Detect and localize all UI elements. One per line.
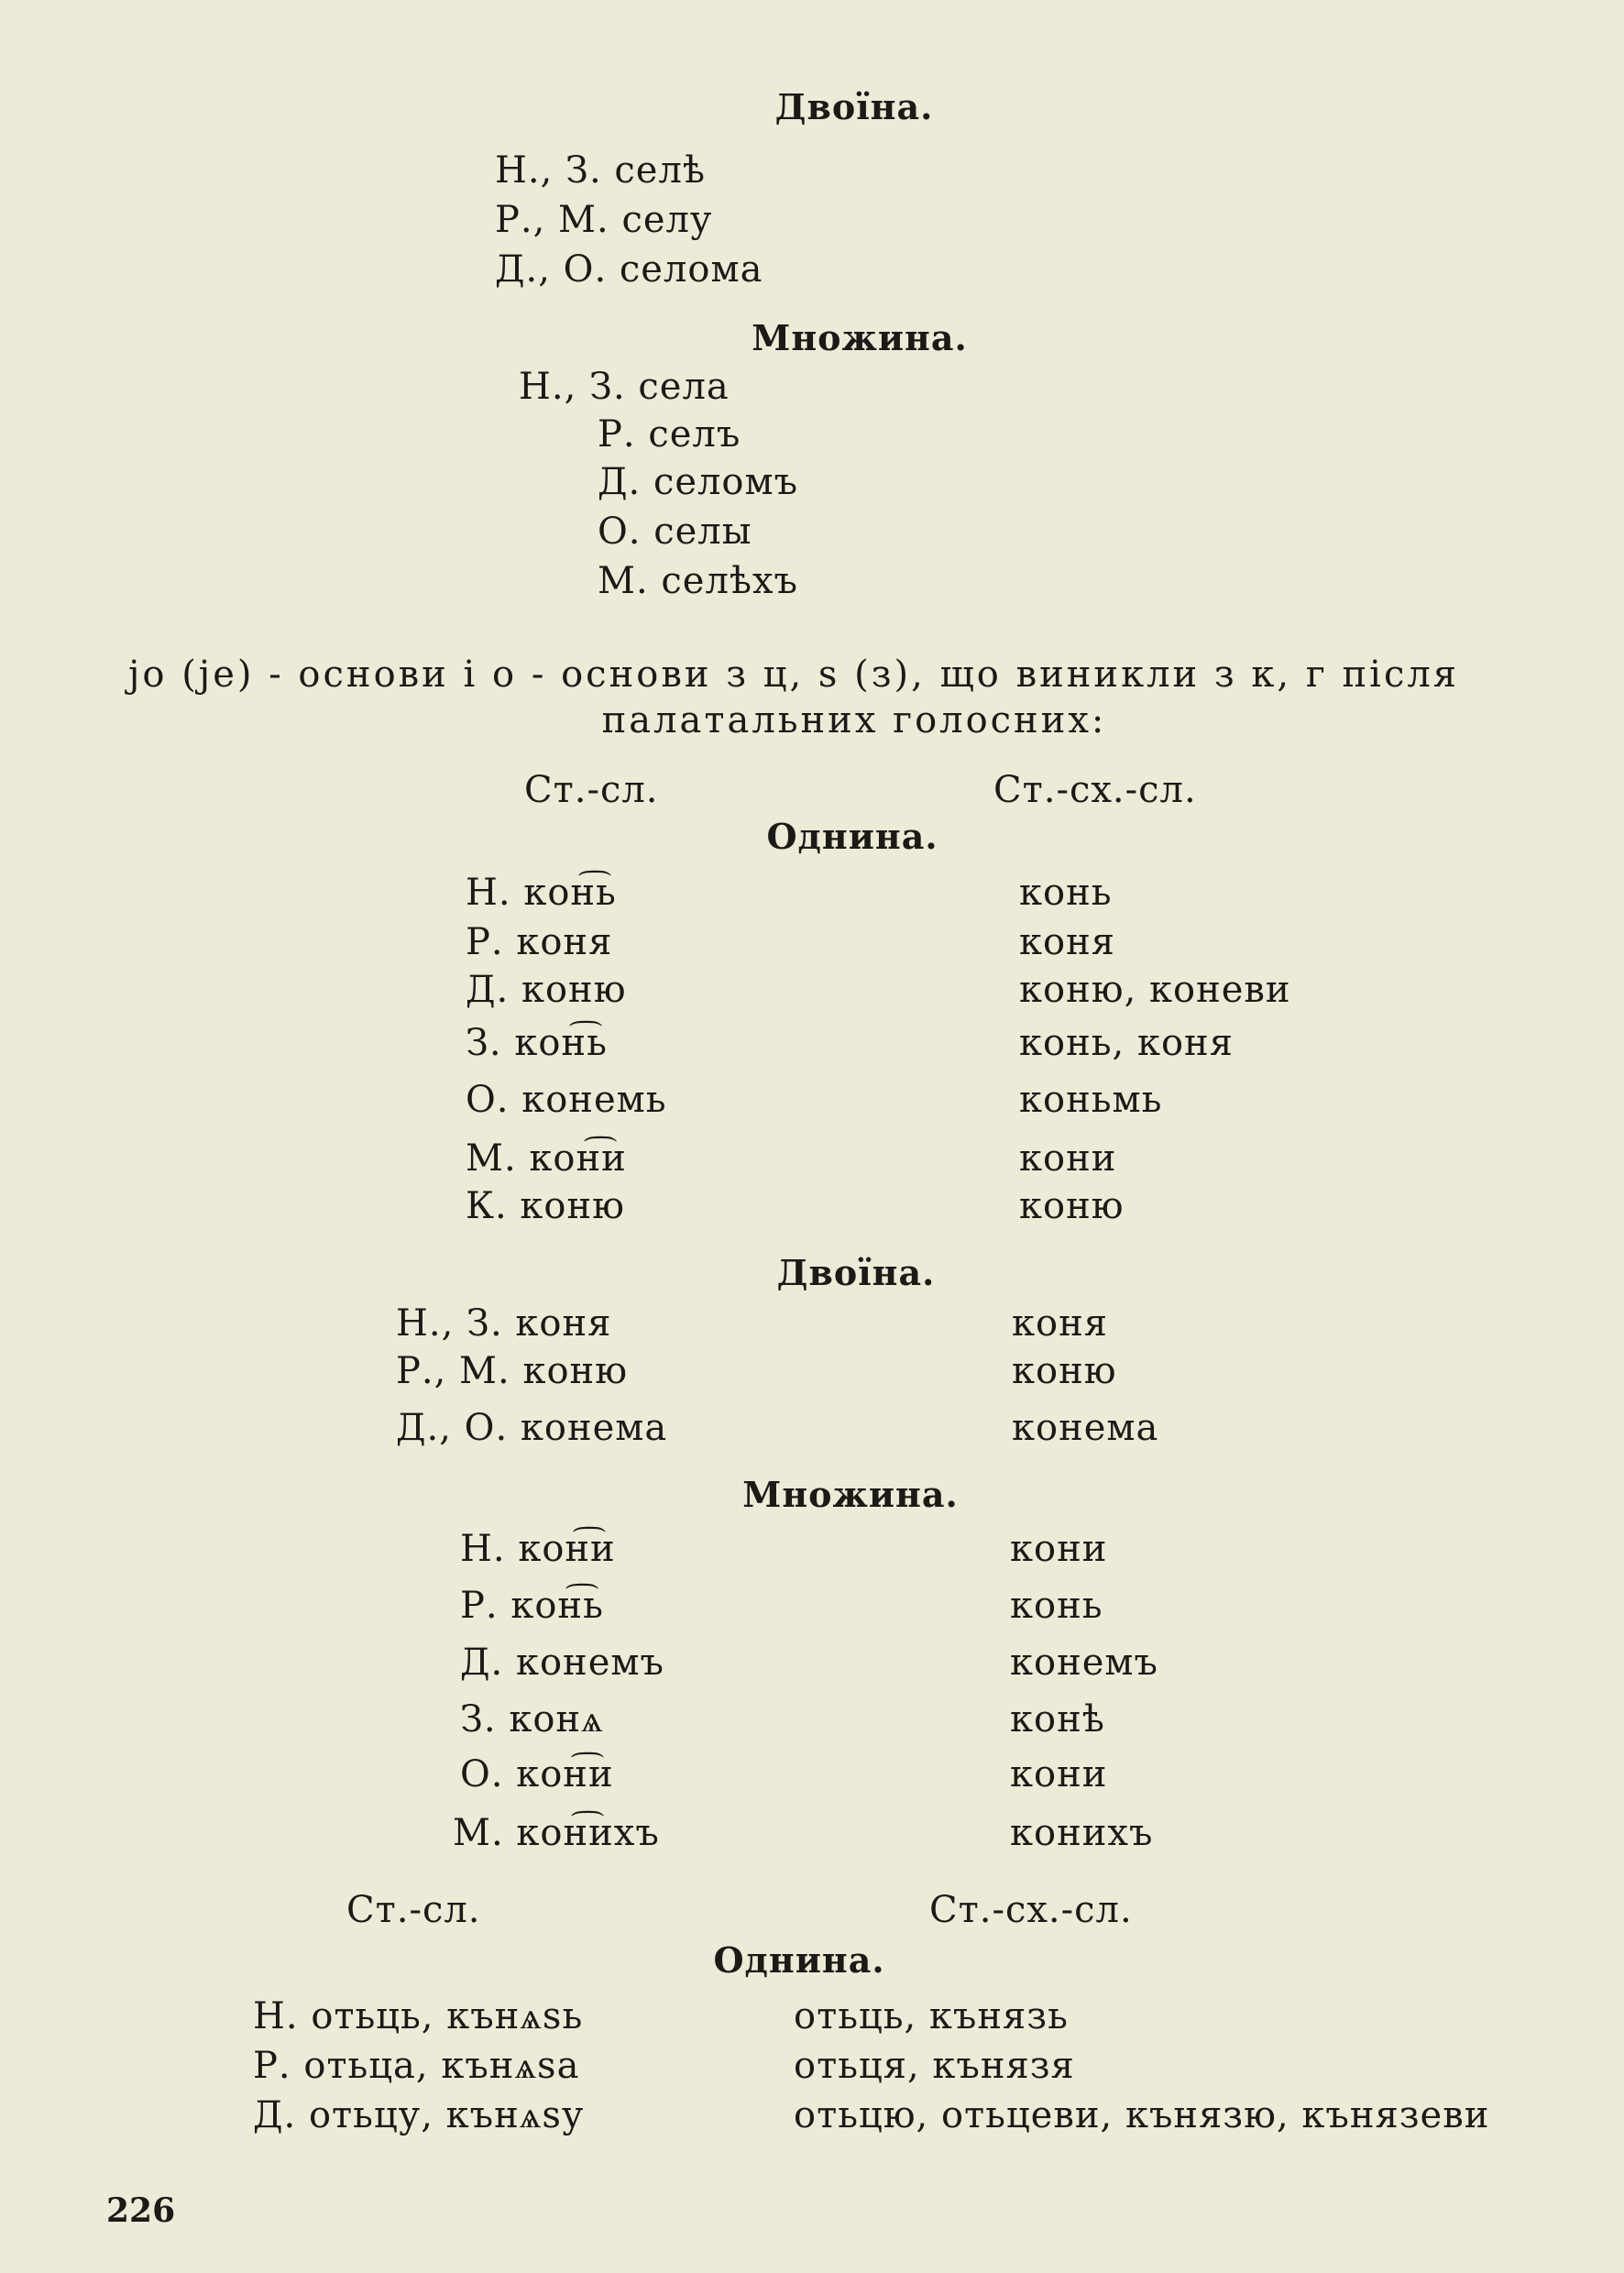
plural-row-2: Р. селъ	[598, 413, 741, 456]
t1-sg-left-1: Н. кон͡ь	[466, 872, 617, 914]
t1-pl-right-1: кони	[1010, 1528, 1108, 1570]
t1-sg-left-4: З. кон͡ь	[466, 1022, 608, 1064]
table1-plural-heading: Множина.	[742, 1474, 959, 1515]
t2-sg-right-3: отьцю, отьцеви, кънязю, кънязеви	[794, 2094, 1490, 2136]
t1-du-left-3: Д., О. конема	[396, 1407, 668, 1449]
t1-pl-left-5: О. кон͡и	[460, 1753, 614, 1795]
table2-col-left: Ст.-сл.	[346, 1889, 481, 1931]
t1-du-right-3: конема	[1012, 1407, 1159, 1449]
t1-pl-left-1: Н. кон͡и	[460, 1528, 616, 1570]
t1-sg-right-1: конь	[1019, 872, 1113, 914]
dual-row-3: Д., О. селома	[495, 248, 763, 291]
t1-sg-right-5: коньмь	[1019, 1079, 1163, 1121]
t1-sg-left-3: Д. коню	[466, 969, 627, 1011]
table1-col-left: Ст.-сл.	[524, 769, 659, 811]
t1-sg-right-7: коню	[1019, 1185, 1125, 1227]
dual-row-2: Р., М. селу	[495, 199, 713, 241]
t1-du-left-2: Р., М. коню	[396, 1350, 629, 1392]
t2-sg-left-2: Р. отьца, кънѧѕа	[253, 2045, 580, 2087]
t1-pl-left-2: Р. кон͡ь	[460, 1585, 604, 1627]
dual-heading-1: Двоїна.	[774, 86, 934, 127]
t1-pl-left-6: М. кон͡ихъ	[453, 1812, 660, 1854]
t1-sg-left-5: О. конемь	[466, 1079, 667, 1121]
t1-pl-right-2: конь	[1010, 1585, 1103, 1627]
table2-col-right: Ст.-сх.-сл.	[929, 1889, 1133, 1931]
t1-sg-left-6: М. кон͡и	[466, 1137, 627, 1180]
plural-row-1: Н., З. села	[519, 366, 730, 408]
table1-dual-heading: Двоїна.	[776, 1252, 936, 1293]
t1-du-right-1: коня	[1012, 1302, 1108, 1345]
t1-pl-right-3: конемъ	[1010, 1642, 1158, 1684]
plural-row-5: М. селѣхъ	[598, 560, 798, 602]
intro-line-1: jo (je) - основи і o - основи з ц, s (з), що виникли з к, г після	[128, 653, 1459, 696]
table2-singular-heading: Однина.	[713, 1939, 885, 1981]
t1-sg-left-2: Р. коня	[466, 921, 613, 963]
t1-sg-right-6: кони	[1019, 1137, 1117, 1180]
table1-col-right: Ст.-сх.-сл.	[993, 769, 1197, 811]
intro-line-2: палатальних голосних:	[601, 699, 1107, 741]
plural-row-4: О. селы	[598, 511, 752, 553]
plural-row-3: Д. селомъ	[598, 461, 799, 503]
t1-du-right-2: коню	[1012, 1350, 1117, 1392]
t1-pl-right-5: кони	[1010, 1753, 1108, 1795]
t1-pl-right-4: конѣ	[1010, 1698, 1105, 1740]
table1-singular-heading: Однина.	[766, 816, 938, 857]
t2-sg-right-2: отьця, кънязя	[794, 2045, 1075, 2087]
plural-heading-1: Множина.	[752, 317, 968, 358]
t2-sg-left-3: Д. отьцу, кънѧѕу	[253, 2094, 585, 2136]
page-number: 226	[106, 2191, 176, 2230]
t1-pl-left-3: Д. конемъ	[460, 1642, 664, 1684]
t1-sg-left-7: К. коню	[466, 1185, 625, 1227]
t1-pl-right-6: конихъ	[1010, 1812, 1154, 1854]
t2-sg-right-1: отьць, кънязь	[794, 1995, 1069, 2037]
t2-sg-left-1: Н. отьць, кънѧѕь	[253, 1995, 584, 2037]
t1-sg-right-2: коня	[1019, 921, 1115, 963]
t1-sg-right-3: коню, коневи	[1019, 969, 1291, 1011]
dual-row-1: Н., З. селѣ	[495, 149, 706, 192]
t1-sg-right-4: конь, коня	[1019, 1022, 1234, 1064]
t1-du-left-1: Н., З. коня	[396, 1302, 612, 1345]
t1-pl-left-4: З. конѧ	[460, 1698, 604, 1740]
